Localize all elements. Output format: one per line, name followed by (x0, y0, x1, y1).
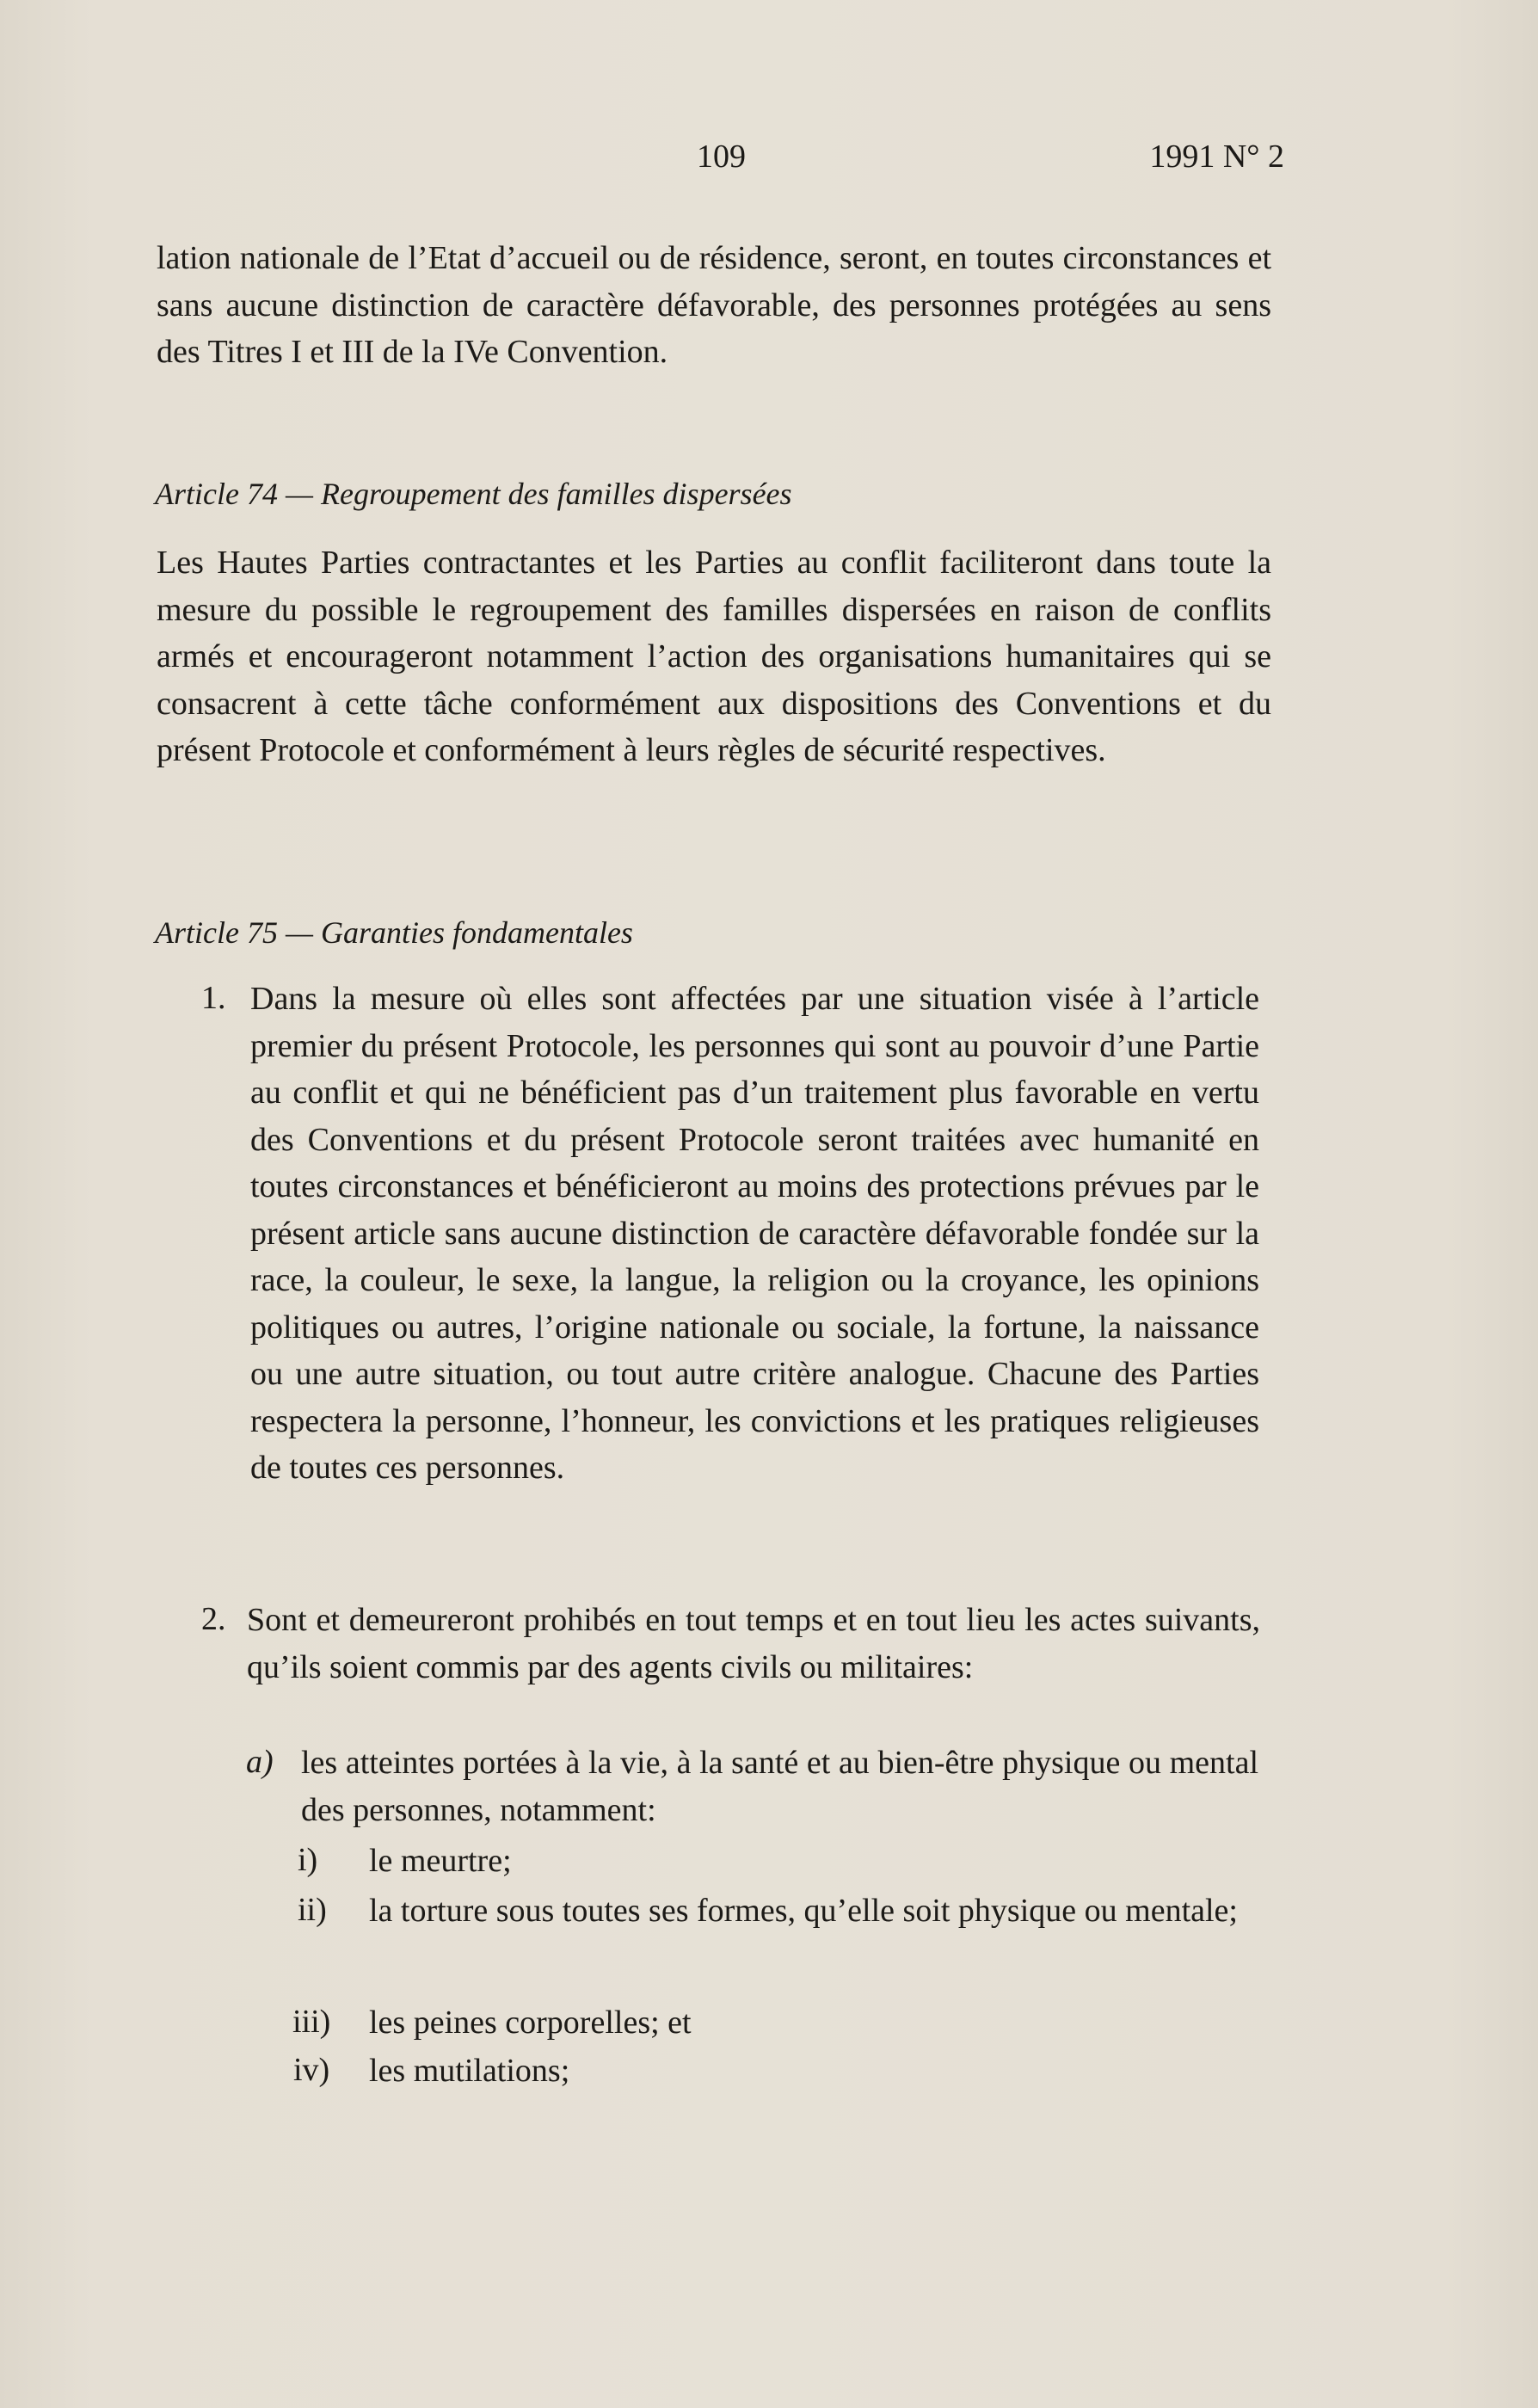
sub-item-ii: la torture sous toutes ses formes, qu’elle soit physique ou mentale; (369, 1893, 1238, 1929)
intro-paragraph: lation nationale de l’Etat d’accueil ou de résidence, seront, en toutes circonstances et sans aucune distinction de caractère défavorable, des personnes protégées au sens des Titres I et III de la IVe Convention. (157, 240, 1271, 370)
item-a-label: a) (246, 1744, 274, 1780)
sub-item-iii-label: iii) (292, 2004, 331, 2040)
sub-item-i-label: i) (298, 1842, 318, 1878)
paragraph-1: Dans la mesure où elles sont affectées par une situation visée à l’article premier du présent Protocole, les personnes qui sont au pouvoir d’une Partie au conflit et qui ne bénéficient pas d’un traitement plus favorable en vertu des Conventions et du présent Protocole seront traitées avec humanité en toutes circonstances et bénéficieront au moins des protections prévues par le présent article sans aucune distinction de caractère défavorable fondée sur la race, la couleur, le sexe, la langue, la religion ou la croyance, les opinions politiques ou autres, l’origine nationale ou sociale, la fortune, la naissance ou une autre situation, ou tout autre critère analogue. Chacune des Parties respectera la personne, l’honneur, les convictions et les pratiques religieuses de toutes ces personnes. (250, 981, 1259, 1486)
item-a: les atteintes portées à la vie, à la santé et au bien-être physique ou mental des personnes, notamment: (301, 1745, 1258, 1828)
paragraph-2-number: 2. (201, 1601, 226, 1637)
article-75-heading: Article 75 — Garanties fondamentales (155, 915, 633, 950)
document-reference: 1991 N° 2 (1149, 139, 1284, 175)
page-number: 109 (697, 139, 746, 175)
sub-item-iv: les mutilations; (369, 2053, 570, 2089)
paragraph-2: Sont et demeureront prohibés en tout temps et en tout lieu les actes suivants, qu’ils soient commis par des agents civils ou militaires: (247, 1602, 1260, 1685)
article-74-body: Les Hautes Parties contractantes et les Parties au conflit faciliteront dans toute la mesure du possible le regroupement des familles dispersées en raison de conflits armés et encourageront notamment l’action des organisations humanitaires qui se consacrent à cette tâche conformément aux dispositions des Conventions et du présent Protocole et conformément à leurs règles de sécurité respectives. (157, 545, 1271, 768)
sub-item-i: le meurtre; (369, 1843, 512, 1879)
page-header (155, 138, 1284, 179)
paragraph-1-number: 1. (201, 980, 226, 1016)
sub-item-ii-label: ii) (298, 1892, 327, 1928)
article-74-heading: Article 74 — Regroupement des familles dispersées (155, 477, 792, 511)
sub-item-iii: les peines corporelles; et (369, 2005, 692, 2041)
sub-item-iv-label: iv) (293, 2052, 330, 2088)
